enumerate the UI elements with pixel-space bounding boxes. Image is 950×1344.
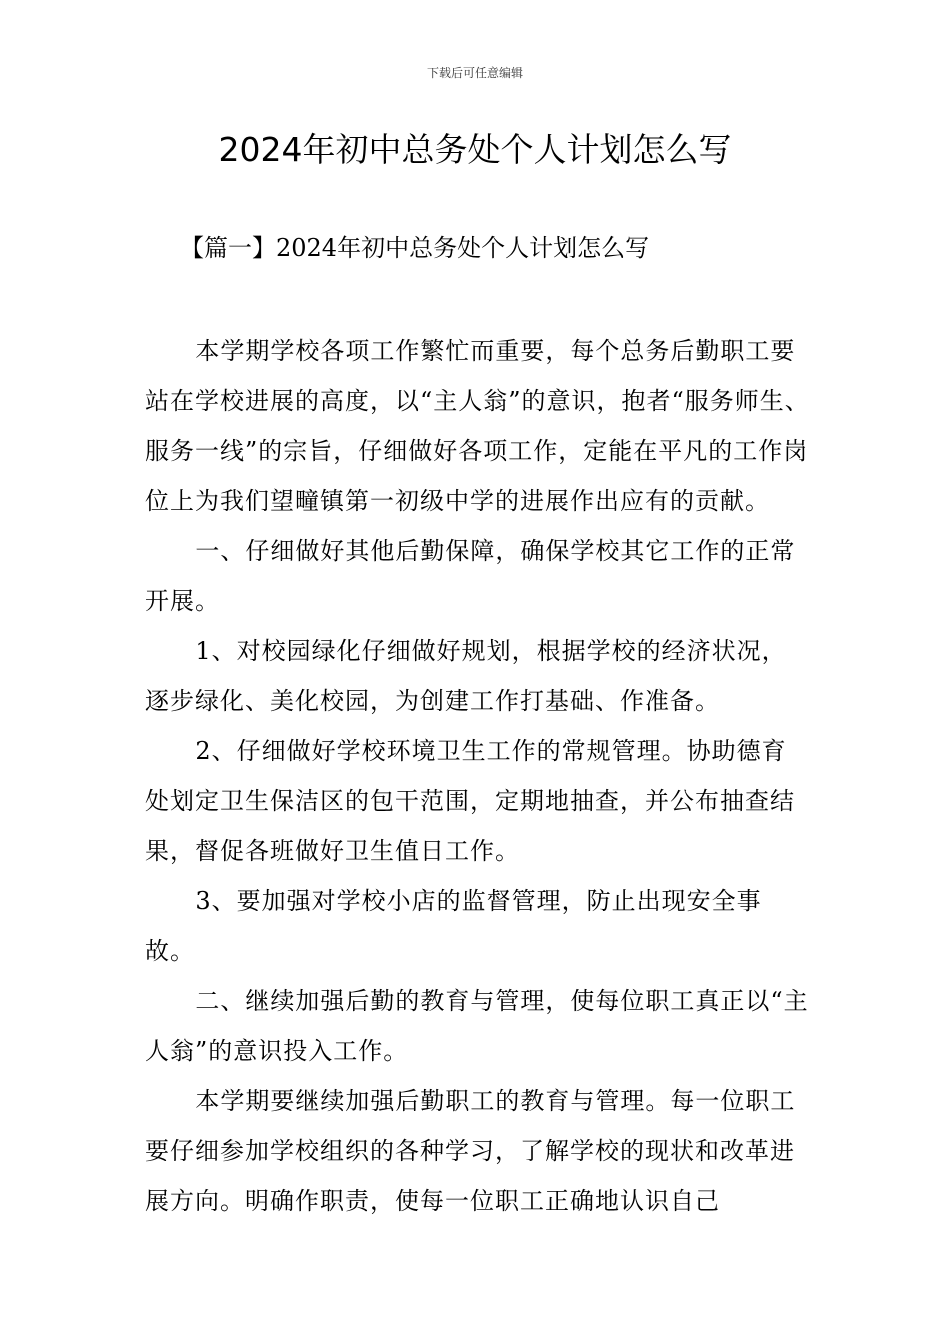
paragraph: 一、仔细做好其他后勤保障，确保学校其它工作的正常开展。 — [145, 537, 796, 615]
document-title: 2024年初中总务处个人计划怎么写 — [218, 130, 732, 169]
paragraph: 二、继续加强后勤的教育与管理，使每位职工真正以“主人翁”的意识投入工作。 — [145, 987, 809, 1065]
paragraph: 2、仔细做好学校环境卫生工作的常规管理。协助德育处划定卫生保洁区的包干范围，定期地抽查，并公布抽查结果，督促各班做好卫生值日工作。 — [145, 737, 795, 865]
section-heading: 【篇一】2024年初中总务处个人计划怎么写 — [180, 234, 650, 262]
body-text — [145, 326, 810, 1226]
paragraph: 本学期要继续加强后勤职工的教育与管理。每一位职工要仔细参加学校组织的各种学习，了解学校的现状和改革进展方向。明确作职责，使每一位职工正确地认识自己 — [145, 1087, 796, 1215]
download-note: 下载后可任意编辑 — [426, 66, 523, 80]
paragraph: 1、对校园绿化仔细做好规划，根据学校的经济状况，逐步绿化、美化校园，为创建工作打基础、作准备。 — [145, 637, 787, 715]
paragraph: 本学期学校各项工作繁忙而重要，每个总务后勤职工要站在学校进展的高度，以“主人翁”的意识，抱者“服务师生、服务一线”的宗旨，仔细做好各项工作，定能在平凡的工作岗位上为我们望疃镇第一初级中学的进展作出应有的贡献。 — [145, 337, 810, 515]
paragraph: 3、要加强对学校小店的监督管理，防止出现安全事故。 — [145, 887, 762, 965]
